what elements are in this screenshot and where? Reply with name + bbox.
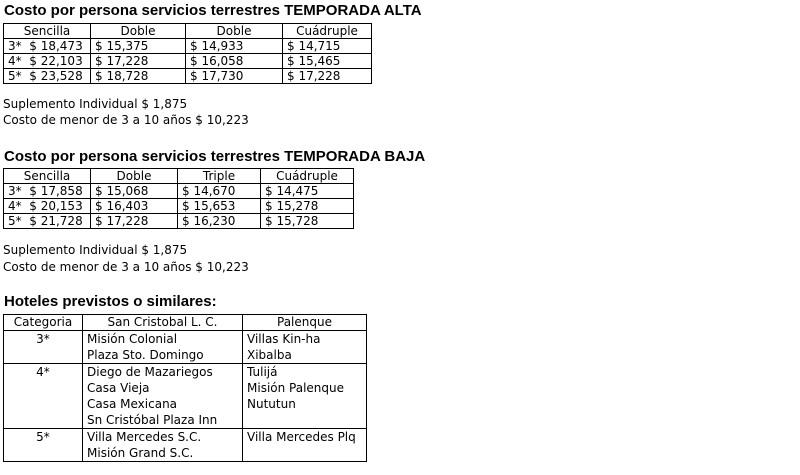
table-cell: 3* $ 18,473 [4, 39, 91, 54]
table-row [4, 364, 367, 429]
table-cell: $ 14,933 [186, 39, 283, 54]
hoteles-title: Hoteles previstos o similares: [4, 293, 217, 310]
table-row [4, 54, 372, 69]
hotel-name: Casa Vieja [87, 381, 150, 395]
hotel-name: Villas Kin-ha [247, 332, 321, 346]
table-cell: $ 14,670 [178, 184, 261, 199]
table-row [4, 39, 372, 54]
header-cell: Cuádruple [283, 24, 372, 39]
hotel-name: Villa Mercedes Plq [247, 430, 356, 444]
table-cell: 4* $ 20,153 [4, 199, 91, 214]
palenque-cell [243, 364, 367, 429]
table-cell: $ 16,230 [178, 214, 261, 229]
table-row [4, 331, 367, 364]
hotel-name: Xibalba [247, 348, 292, 362]
hotel-name: Diego de Mazariegos [87, 365, 213, 379]
table-row [4, 184, 354, 199]
table-row [4, 214, 354, 229]
table-cell: $ 14,475 [261, 184, 354, 199]
table-cell: 5* $ 23,528 [4, 69, 91, 84]
header-cell: Doble [91, 24, 186, 39]
hotels-table [3, 314, 367, 462]
hotel-name: Plaza Sto. Domingo [87, 348, 204, 362]
table-cell: $ 17,228 [283, 69, 372, 84]
table-cell: $ 16,403 [91, 199, 178, 214]
table-cell: $ 18,728 [91, 69, 186, 84]
table-row [4, 199, 354, 214]
table-header-row [4, 169, 354, 184]
header-cell: Doble [186, 24, 283, 39]
alta-menor: Costo de menor de 3 a 10 años $ 10,223 [3, 113, 249, 127]
hotel-name: Casa Mexicana [87, 397, 178, 411]
header-cell: Doble [91, 169, 178, 184]
table-cell: $ 15,653 [178, 199, 261, 214]
table-header-row [4, 24, 372, 39]
san-cristobal-cell [83, 331, 243, 364]
table-cell: 3* $ 17,858 [4, 184, 91, 199]
header-cell: Categoria [4, 315, 83, 331]
alta-title: Costo por persona servicios terrestres TEMPORADA ALTA [4, 2, 422, 19]
palenque-cell [243, 429, 367, 462]
hotel-name: Misión Grand S.C. [87, 446, 194, 460]
header-cell: Triple [178, 169, 261, 184]
table-cell: $ 15,375 [91, 39, 186, 54]
header-cell: San Cristobal L. C. [83, 315, 243, 331]
table-row [4, 429, 367, 462]
table-cell: $ 15,068 [91, 184, 178, 199]
table-cell: $ 16,058 [186, 54, 283, 69]
header-cell: Sencilla [4, 24, 91, 39]
header-cell: Sencilla [4, 169, 91, 184]
palenque-cell [243, 331, 367, 364]
table-cell: $ 15,278 [261, 199, 354, 214]
table-cell: $ 17,228 [91, 214, 178, 229]
table-row [4, 69, 372, 84]
hotel-name: Villa Mercedes S.C. [87, 430, 202, 444]
hotel-name: Misión Palenque [247, 381, 345, 395]
table-header-row [4, 315, 367, 331]
san-cristobal-cell [83, 429, 243, 462]
hotel-name: Misión Colonial [87, 332, 178, 346]
alta-price-table [3, 23, 372, 84]
hotel-name: Tulijá [247, 365, 278, 379]
header-cell: Cuádruple [261, 169, 354, 184]
table-cell: 4* $ 22,103 [4, 54, 91, 69]
san-cristobal-cell [83, 364, 243, 429]
header-cell: Palenque [243, 315, 367, 331]
baja-price-table [3, 168, 354, 229]
table-cell: $ 15,728 [261, 214, 354, 229]
table-cell: 5* $ 21,728 [4, 214, 91, 229]
baja-suplemento: Suplemento Individual $ 1,875 [3, 243, 188, 257]
table-cell: $ 17,730 [186, 69, 283, 84]
category-cell: 4* [4, 364, 83, 429]
baja-menor: Costo de menor de 3 a 10 años $ 10,223 [3, 260, 249, 274]
table-cell: $ 15,465 [283, 54, 372, 69]
baja-title: Costo por persona servicios terrestres TEMPORADA BAJA [4, 148, 426, 165]
hotel-name: Sn Cristóbal Plaza Inn [87, 413, 218, 427]
category-cell: 3* [4, 331, 83, 364]
table-cell: $ 17,228 [91, 54, 186, 69]
category-cell: 5* [4, 429, 83, 462]
hotel-name: Nututun [247, 397, 296, 411]
table-cell: $ 14,715 [283, 39, 372, 54]
alta-suplemento: Suplemento Individual $ 1,875 [3, 97, 188, 111]
